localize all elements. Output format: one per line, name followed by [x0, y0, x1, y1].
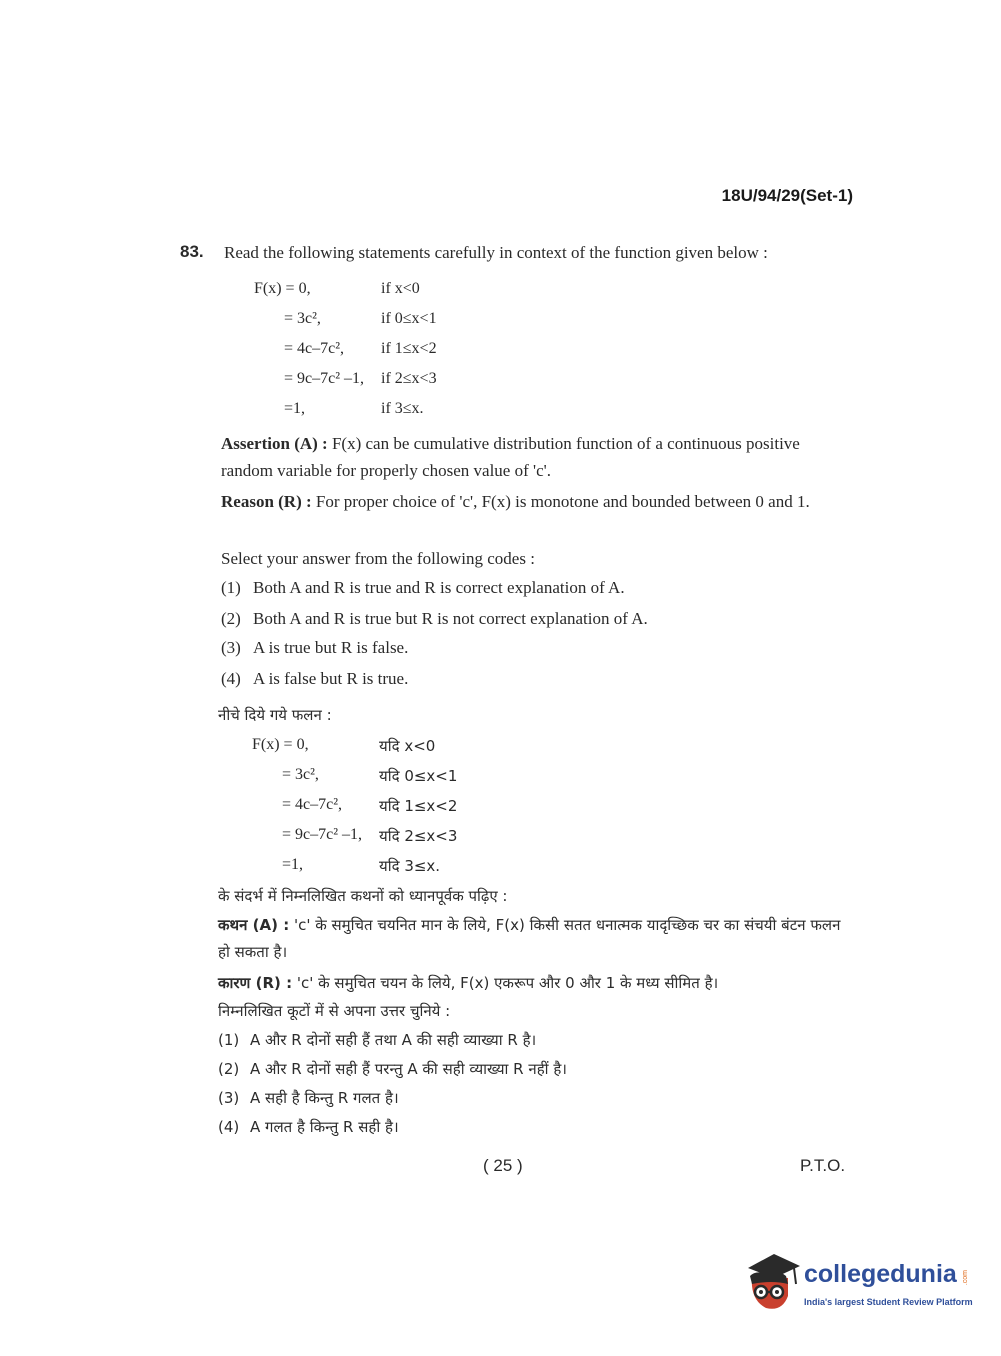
hindi-reason-label: कारण (R) : [218, 974, 293, 992]
hindi-assertion-text: 'c' के समुचित चयनित मान के लिये, F(x) किसी सतत धनात्मक यादृच्छिक चर का संचयी बंटन फलन हो सकता है। [218, 916, 841, 961]
option-hi [218, 1030, 536, 1050]
option-number: (4) [221, 669, 241, 688]
option-number: (3) [218, 1089, 240, 1107]
assertion-text: F(x) can be cumulative distribution function of a continuous positive random variable for properly chosen value of 'c'. [221, 434, 800, 480]
hindi-intro: नीचे दिये गये फलन : [218, 706, 332, 724]
collegedunia-logo [742, 1250, 972, 1320]
option-text: A सही है किन्तु R गलत है। [250, 1089, 399, 1107]
func-expr: F(x) = 0, [254, 280, 311, 297]
option-text: Both A and R is true but R is not correct explanation of A. [253, 609, 648, 628]
func-expr: = 4c–7c², [284, 340, 345, 357]
assertion [221, 430, 851, 484]
hindi-reason [218, 970, 850, 997]
option-text: Both A and R is true and R is correct explanation of A. [253, 578, 625, 597]
mascot-icon [742, 1250, 802, 1314]
paper-code: 18U/94/29(Set-1) [721, 186, 853, 205]
func-expr: =1, [284, 400, 306, 417]
func-cond: यदि 2≤x<3 [379, 827, 458, 845]
func-cond: यदि 0≤x<1 [379, 767, 458, 785]
pto-label: P.T.O. [800, 1156, 846, 1175]
option-text: A is true but R is false. [253, 638, 409, 657]
func-expr: = 3c², [282, 766, 319, 783]
option-en [221, 578, 625, 598]
func-expr: = 4c–7c², [282, 796, 343, 813]
func-cond: if 1≤x<2 [381, 340, 437, 357]
func-cond: if x<0 [381, 280, 420, 297]
reason-text: For proper choice of 'c', F(x) is monotone and bounded between 0 and 1. [315, 492, 810, 511]
func-cond: if 3≤x. [381, 400, 424, 417]
option-number: (1) [221, 578, 241, 597]
question-number: 83. [180, 242, 204, 261]
option-text: A और R दोनों सही हैं तथा A की सही व्याख्या R है। [250, 1031, 537, 1049]
option-number: (2) [218, 1060, 240, 1078]
option-text: A गलत है किन्तु R सही है। [250, 1118, 399, 1136]
hindi-assertion-label: कथन (A) : [218, 916, 290, 934]
reason-label: Reason (R) : [221, 492, 312, 511]
logo-suffix: .com [962, 1270, 969, 1286]
option-en [221, 609, 648, 629]
func-expr: = 9c–7c² –1, [284, 370, 365, 387]
option-number: (1) [218, 1031, 240, 1049]
hindi-context: के संदर्भ में निम्नलिखित कथनों को ध्यानपूर्वक पढ़िए : [218, 887, 508, 905]
func-cond: if 0≤x<1 [381, 310, 437, 327]
page-number: ( 25 ) [483, 1156, 523, 1175]
option-number: (3) [221, 638, 241, 657]
func-expr: =1, [282, 856, 304, 873]
logo-tagline: India's largest Student Review Platform [804, 1297, 973, 1307]
option-hi [218, 1117, 399, 1137]
hindi-assertion [218, 912, 850, 966]
option-hi [218, 1059, 567, 1079]
hindi-reason-text: 'c' के समुचित चयन के लिये, F(x) एकरूप और 0 और 1 के मध्य सीमित है। [296, 974, 719, 992]
select-instruction: Select your answer from the following codes : [221, 549, 535, 568]
option-number: (2) [221, 609, 241, 628]
option-number: (4) [218, 1118, 240, 1136]
reason [221, 488, 851, 515]
func-cond: if 2≤x<3 [381, 370, 437, 387]
logo-name: collegedunia [804, 1260, 957, 1288]
question-text: Read the following statements carefully in context of the function given below : [224, 243, 768, 262]
func-cond: यदि 3≤x. [379, 857, 441, 875]
option-en [221, 638, 408, 658]
func-expr: F(x) = 0, [252, 736, 309, 753]
option-text: A और R दोनों सही हैं परन्तु A की सही व्याख्या R नहीं है। [250, 1060, 567, 1078]
func-cond: यदि x<0 [379, 737, 436, 755]
assertion-label: Assertion (A) : [221, 434, 328, 453]
func-cond: यदि 1≤x<2 [379, 797, 458, 815]
func-expr: = 9c–7c² –1, [282, 826, 363, 843]
option-text: A is false but R is true. [253, 669, 409, 688]
hindi-select: निम्नलिखित कूटों में से अपना उत्तर चुनिये : [218, 1002, 451, 1020]
func-expr: = 3c², [284, 310, 321, 327]
option-en [221, 669, 408, 689]
option-hi [218, 1088, 399, 1108]
